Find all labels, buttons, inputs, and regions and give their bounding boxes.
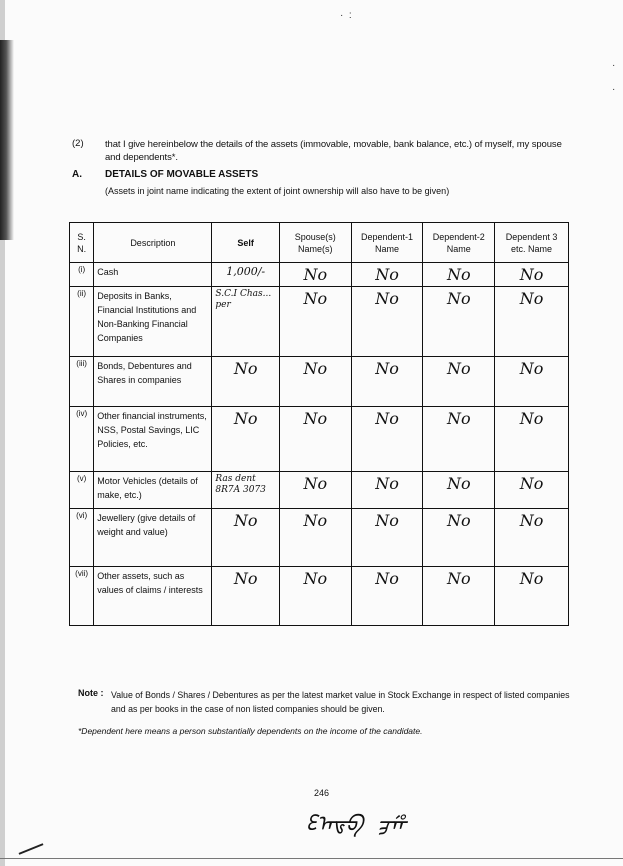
row-description: Bonds, Debentures and Shares in companies	[94, 357, 212, 407]
row-dependent-1: No	[351, 357, 423, 407]
scan-shadow	[0, 40, 14, 240]
row-dependent-1: No	[351, 407, 423, 472]
row-dependent-1: No	[351, 263, 423, 287]
footnote: *Dependent here means a person substantially dependents on the income of the candidate.	[78, 726, 423, 736]
paragraph-text: that I give hereinbelow the details of the assets (immovable, movable, bank balance, etc.) of myself, my spouse and dependents*.	[105, 139, 562, 163]
header-sn: S. N.	[70, 223, 94, 263]
row-sn: (iv)	[70, 407, 94, 472]
row-description: Other assets, such as values of claims / interests	[94, 567, 212, 626]
row-self: No	[212, 567, 280, 626]
row-self: No	[212, 509, 280, 567]
row-spouse: No	[279, 357, 351, 407]
note-text: Value of Bonds / Shares / Debentures as per the latest market value in Stock Exchange in respect of listed companies and as per books in the case of non listed companies should be given.	[111, 690, 570, 714]
handwritten-signature: ᢄᢇᢎᢒ ᢖᢚ	[306, 812, 407, 837]
page-number: 246	[314, 788, 330, 798]
table-header-row	[70, 223, 569, 263]
scan-stroke	[19, 843, 44, 855]
row-self: 1,000/-	[212, 263, 280, 287]
scan-mark: ·	[612, 60, 616, 71]
header-description: Description	[94, 223, 212, 263]
row-spouse: No	[279, 509, 351, 567]
section-title: DETAILS OF MOVABLE ASSETS	[105, 169, 259, 180]
row-description: Motor Vehicles (details of make, etc.)	[94, 472, 212, 509]
row-dependent-1: No	[351, 287, 423, 357]
row-dependent-2: No	[423, 263, 495, 287]
table-row	[70, 567, 569, 626]
table-row	[70, 509, 569, 567]
header-dependent-3: Dependent 3 etc. Name	[495, 223, 569, 263]
row-spouse: No	[279, 567, 351, 626]
row-description: Cash	[94, 263, 212, 287]
row-dependent-3: No	[495, 407, 569, 472]
header-self: Self	[212, 223, 280, 263]
scan-mark: ·	[612, 84, 616, 95]
table-row	[70, 472, 569, 509]
row-sn: (ii)	[70, 287, 94, 357]
row-spouse: No	[279, 407, 351, 472]
page-bottom-edge	[0, 858, 623, 859]
row-description: Jewellery (give details of weight and value)	[94, 509, 212, 567]
row-dependent-2: No	[423, 509, 495, 567]
row-dependent-2: No	[423, 287, 495, 357]
table-row	[70, 407, 569, 472]
row-dependent-3: No	[495, 567, 569, 626]
row-sn: (v)	[70, 472, 94, 509]
row-spouse: No	[279, 263, 351, 287]
row-dependent-3: No	[495, 357, 569, 407]
note-label: Note :	[78, 688, 104, 698]
row-self: Ras dent 8R7A 3073	[212, 472, 280, 509]
table-row	[70, 357, 569, 407]
section-note: (Assets in joint name indicating the extent of joint ownership will also have to be given)	[105, 186, 450, 196]
table-row	[70, 263, 569, 287]
scan-marks: · :	[340, 10, 352, 21]
paragraph-number: (2)	[72, 138, 84, 149]
row-dependent-3: No	[495, 263, 569, 287]
row-self: No	[212, 407, 280, 472]
row-sn: (iii)	[70, 357, 94, 407]
row-dependent-1: No	[351, 509, 423, 567]
header-dependent-1: Dependent-1 Name	[351, 223, 423, 263]
row-dependent-1: No	[351, 472, 423, 509]
section-letter: A.	[72, 169, 82, 180]
table-row	[70, 287, 569, 357]
row-spouse: No	[279, 472, 351, 509]
row-dependent-3: No	[495, 509, 569, 567]
row-sn: (vii)	[70, 567, 94, 626]
row-dependent-2: No	[423, 407, 495, 472]
row-description: Deposits in Banks, Financial Institutions and Non-Banking Financial Companies	[94, 287, 212, 357]
row-dependent-1: No	[351, 567, 423, 626]
row-sn: (vi)	[70, 509, 94, 567]
row-spouse: No	[279, 287, 351, 357]
row-description: Other financial instruments, NSS, Postal Savings, LIC Policies, etc.	[94, 407, 212, 472]
row-dependent-2: No	[423, 357, 495, 407]
movable-assets-table	[69, 222, 569, 626]
row-dependent-2: No	[423, 472, 495, 509]
row-dependent-2: No	[423, 567, 495, 626]
row-dependent-3: No	[495, 472, 569, 509]
header-dependent-2: Dependent-2 Name	[423, 223, 495, 263]
header-spouse: Spouse(s) Name(s)	[279, 223, 351, 263]
row-self: No	[212, 357, 280, 407]
row-sn: (i)	[70, 263, 94, 287]
row-self: S.C.I Chas... per	[212, 287, 280, 357]
row-dependent-3: No	[495, 287, 569, 357]
